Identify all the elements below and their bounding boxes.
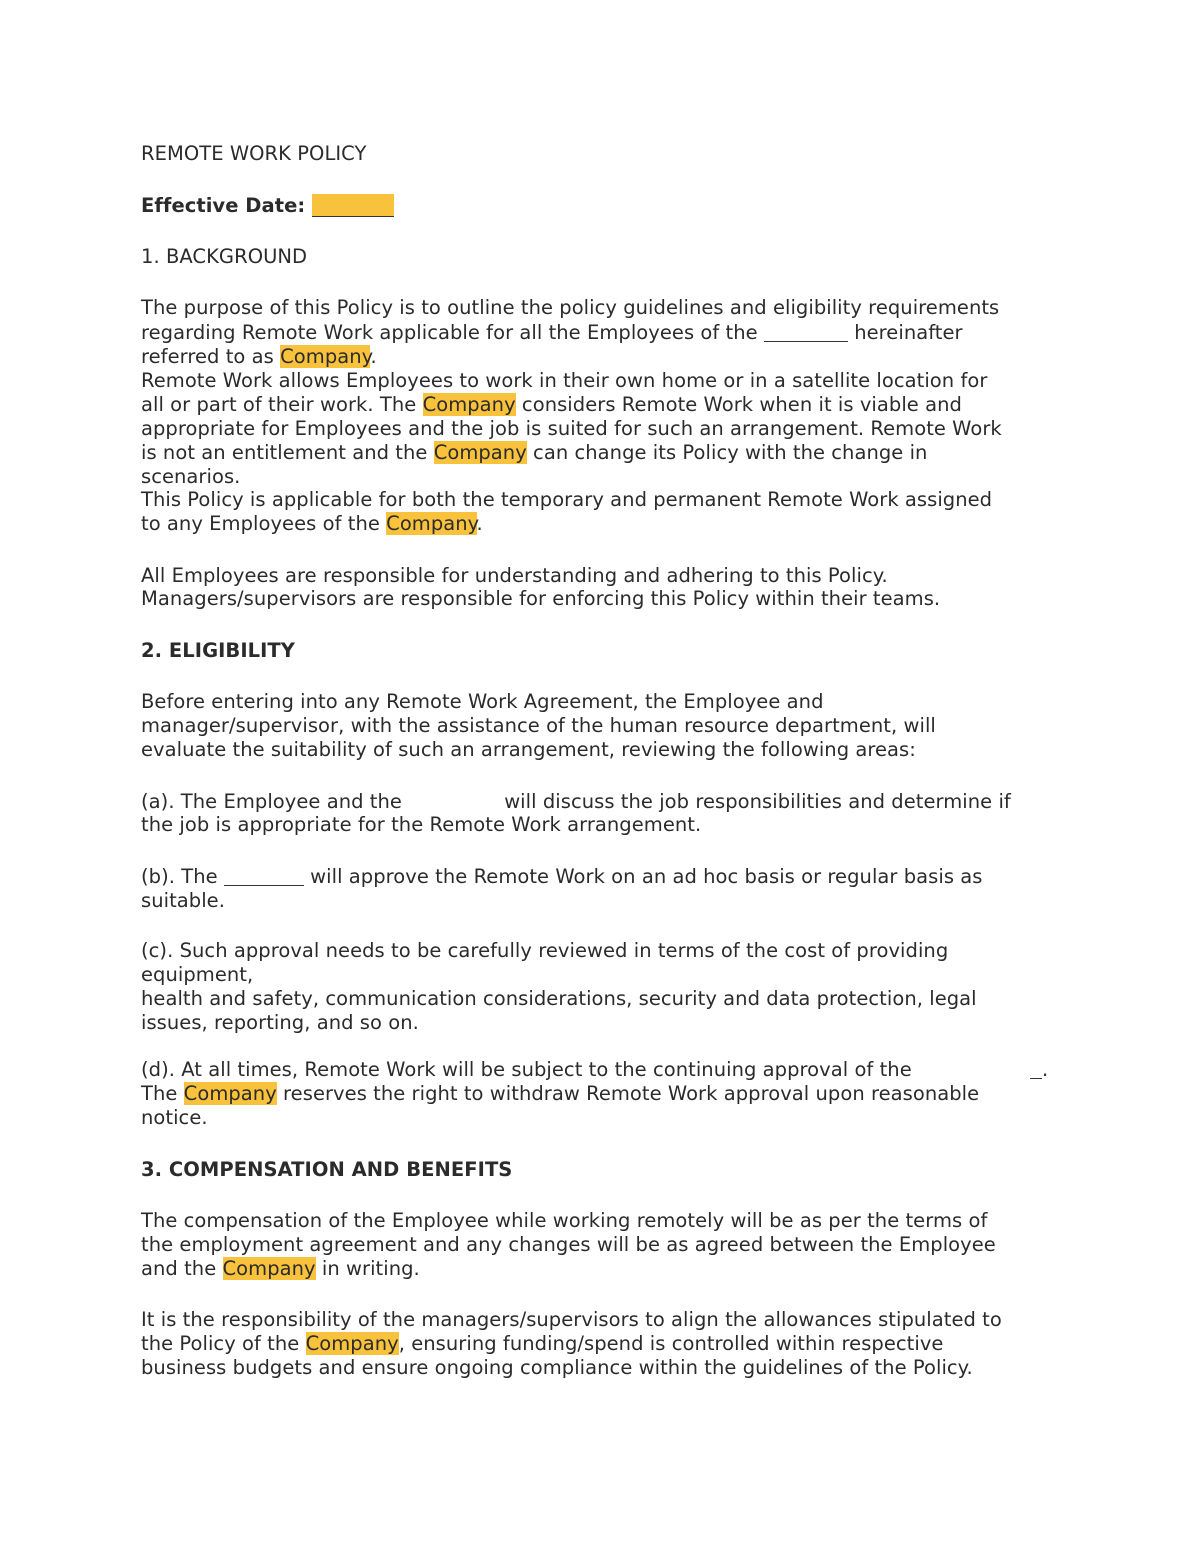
approval-blank[interactable] bbox=[1030, 1060, 1042, 1079]
paragraph-line: scenarios. bbox=[141, 465, 241, 488]
paragraph-line bbox=[141, 321, 963, 345]
effective-date bbox=[141, 194, 394, 218]
effective-date-blank[interactable] bbox=[312, 194, 394, 217]
paragraph-line: manager/supervisor, with the assistance of the human resource department, will bbox=[141, 714, 936, 737]
text-span: all or part of their work. The bbox=[141, 393, 423, 416]
paragraph-line: appropriate for Employees and the job is suited for such an arrangement. Remote Work bbox=[141, 417, 1002, 440]
text-span: . bbox=[1042, 1058, 1049, 1081]
text-span: will approve the Remote Work on an ad hoc basis or regular basis as bbox=[303, 865, 983, 888]
company-name-blank[interactable] bbox=[764, 323, 848, 342]
paragraph-line: evaluate the suitability of such an arrangement, reviewing the following areas: bbox=[141, 738, 916, 761]
section-heading-compensation: 3. COMPENSATION AND BENEFITS bbox=[141, 1158, 513, 1181]
paragraph-line bbox=[141, 865, 983, 889]
paragraph-line bbox=[141, 1257, 420, 1281]
paragraph-line: The compensation of the Employee while working remotely will be as per the terms of bbox=[141, 1209, 988, 1232]
paragraph-line: issues, reporting, and so on. bbox=[141, 1011, 419, 1034]
paragraph-line bbox=[141, 1082, 979, 1106]
company-highlight: Company bbox=[183, 1082, 277, 1105]
paragraph-line-end bbox=[1030, 1058, 1048, 1082]
paragraph-line bbox=[141, 790, 1011, 814]
paragraph-line: Managers/supervisors are responsible for enforcing this Policy within their teams. bbox=[141, 587, 941, 610]
paragraph-line bbox=[141, 512, 483, 536]
paragraph-line bbox=[141, 441, 927, 465]
text-span: to any Employees of the bbox=[141, 512, 387, 535]
paragraph-line: (d). At all times, Remote Work will be subject to the continuing approval of the bbox=[141, 1058, 912, 1081]
text-span: hereinafter bbox=[847, 321, 963, 344]
text-span: (b). The bbox=[141, 865, 224, 888]
text-span: and the bbox=[141, 1257, 223, 1280]
company-highlight: Company bbox=[305, 1332, 399, 1355]
paragraph-line: (c). Such approval needs to be carefully reviewed in terms of the cost of providing bbox=[141, 939, 949, 962]
company-highlight: Company bbox=[222, 1257, 316, 1280]
text-span: referred to as bbox=[141, 345, 281, 368]
text-span: , ensuring funding/spend is controlled within respective bbox=[398, 1332, 944, 1355]
text-span: regarding Remote Work applicable for all the Employees of the bbox=[141, 321, 764, 344]
document-title: REMOTE WORK POLICY bbox=[141, 142, 367, 165]
paragraph-line: the job is appropriate for the Remote Work arrangement. bbox=[141, 813, 702, 836]
paragraph-line bbox=[141, 345, 377, 369]
text-span: considers Remote Work when it is viable and bbox=[515, 393, 962, 416]
paragraph-line: Before entering into any Remote Work Agreement, the Employee and bbox=[141, 690, 824, 713]
paragraph-line: suitable. bbox=[141, 889, 225, 912]
text-span: is not an entitlement and the bbox=[141, 441, 434, 464]
paragraph-line: This Policy is applicable for both the temporary and permanent Remote Work assigned bbox=[141, 488, 993, 511]
paragraph-line: the employment agreement and any changes will be as agreed between the Employee bbox=[141, 1233, 996, 1256]
paragraph-line: The purpose of this Policy is to outline the policy guidelines and eligibility requirements bbox=[141, 296, 1000, 319]
paragraph-line: notice. bbox=[141, 1106, 208, 1129]
text-span: will discuss the job responsibilities and determine if bbox=[504, 790, 1011, 813]
section-heading-eligibility: 2. ELIGIBILITY bbox=[141, 639, 295, 662]
company-highlight: Company bbox=[280, 345, 371, 368]
text-span: . bbox=[476, 512, 483, 535]
text-span: (a). The Employee and the bbox=[141, 790, 409, 813]
company-highlight: Company bbox=[433, 441, 527, 464]
text-span: can change its Policy with the change in bbox=[526, 441, 928, 464]
paragraph-line: It is the responsibility of the managers/supervisors to align the allowances stipulated to bbox=[141, 1308, 1002, 1331]
text-span: the Policy of the bbox=[141, 1332, 306, 1355]
text-span: reserves the right to withdraw Remote Work approval upon reasonable bbox=[276, 1082, 980, 1105]
paragraph-line bbox=[141, 1332, 943, 1356]
paragraph-line: All Employees are responsible for understanding and adhering to this Policy. bbox=[141, 564, 888, 587]
text-span: . bbox=[370, 345, 377, 368]
approver-blank[interactable] bbox=[224, 867, 304, 886]
paragraph-line: equipment, bbox=[141, 963, 254, 986]
section-heading-background: 1. BACKGROUND bbox=[141, 245, 308, 268]
text-span: in writing. bbox=[315, 1257, 420, 1280]
paragraph-line bbox=[141, 393, 962, 417]
paragraph-line: business budgets and ensure ongoing compliance within the guidelines of the Policy. bbox=[141, 1356, 973, 1379]
text-span: The bbox=[141, 1082, 184, 1105]
effective-date-label: Effective Date: bbox=[141, 194, 306, 217]
paragraph-line: health and safety, communication considerations, security and data protection, legal bbox=[141, 987, 977, 1010]
company-highlight: Company bbox=[422, 393, 516, 416]
company-highlight: Company bbox=[386, 512, 477, 535]
paragraph-line: Remote Work allows Employees to work in their own home or in a satellite location for bbox=[141, 369, 988, 392]
